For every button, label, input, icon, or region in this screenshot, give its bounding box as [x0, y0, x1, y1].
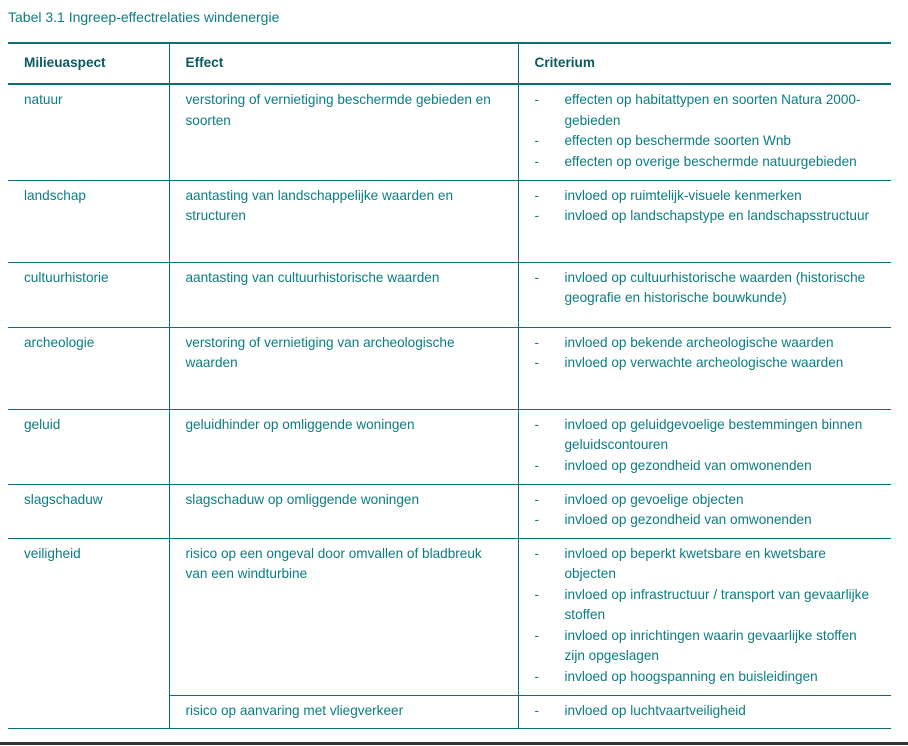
criterion-item: - invloed op landschapstype en landschapsstructuur — [535, 206, 876, 227]
criterion-item: - invloed op hoogspanning en buisleidingen — [535, 667, 876, 688]
criteria-list — [535, 90, 876, 172]
criteria-list — [535, 490, 876, 531]
aspect-cell: slagschaduw — [8, 484, 169, 538]
criterion-item: - invloed op cultuurhistorische waarden (historische geografie en historische bouwkunde) — [535, 268, 876, 309]
effect-cell: verstoring of vernietiging van archeologische waarden — [169, 327, 518, 409]
criterion-item: - invloed op ruimtelijk-visuele kenmerken — [535, 186, 876, 207]
aspect-cell: geluid — [8, 409, 169, 484]
effect-cell: risico op een ongeval door omvallen of bladbreuk van een windturbine — [169, 538, 518, 695]
effect-cell: slagschaduw op omliggende woningen — [169, 484, 518, 538]
effect-cell: verstoring of vernietiging beschermde gebieden en soorten — [169, 84, 518, 180]
criteria-cell — [518, 327, 891, 409]
table-caption: Tabel 3.1 Ingreep-effectrelaties windenergie — [8, 9, 280, 25]
page-bottom-rule — [0, 742, 908, 745]
aspect-cell: natuur — [8, 84, 169, 180]
criteria-cell — [518, 538, 891, 695]
criterion-item: - invloed op beperkt kwetsbare en kwetsbare objecten — [535, 544, 876, 585]
criterion-item: - effecten op habitattypen en soorten Natura 2000-gebieden — [535, 90, 876, 131]
aspect-cell: archeologie — [8, 327, 169, 409]
criteria-list — [535, 415, 876, 477]
table-row — [8, 538, 891, 695]
criterion-item: - effecten op beschermde soorten Wnb — [535, 131, 876, 152]
effect-cell: aantasting van cultuurhistorische waarden — [169, 262, 518, 327]
aspect-cell: landschap — [8, 180, 169, 262]
criterion-item: - invloed op luchtvaartveiligheid — [535, 701, 876, 722]
header-criterium: Criterium — [518, 43, 891, 84]
effect-cell: risico op aanvaring met vliegverkeer — [169, 695, 518, 728]
table-row — [8, 484, 891, 538]
criterion-item: - invloed op verwachte archeologische waarden — [535, 353, 876, 374]
criteria-list — [535, 186, 876, 227]
header-effect: Effect — [169, 43, 518, 84]
criteria-cell — [518, 180, 891, 262]
criteria-cell — [518, 409, 891, 484]
criteria-cell — [518, 84, 891, 180]
aspect-cell: cultuurhistorie — [8, 262, 169, 327]
criterion-item: - invloed op gevoelige objecten — [535, 490, 876, 511]
header-milieuaspect: Milieuaspect — [8, 43, 169, 84]
criteria-list — [535, 701, 876, 722]
table-row — [8, 262, 891, 327]
criteria-list — [535, 268, 876, 309]
criterion-item: - invloed op geluidgevoelige bestemmingen binnen geluidscontouren — [535, 415, 876, 456]
criteria-cell — [518, 484, 891, 538]
criteria-list — [535, 544, 876, 688]
table-row — [8, 327, 891, 409]
criterion-item: - invloed op bekende archeologische waarden — [535, 333, 876, 354]
criterion-item: - invloed op infrastructuur / transport van gevaarlijke stoffen — [535, 585, 876, 626]
criterion-item: - invloed op gezondheid van omwonenden — [535, 510, 876, 531]
criterion-item: - effecten op overige beschermde natuurgebieden — [535, 152, 876, 173]
aspect-cell: veiligheid — [8, 538, 169, 728]
criterion-item: - invloed op gezondheid van omwonenden — [535, 456, 876, 477]
table-row — [8, 409, 891, 484]
table-row — [8, 180, 891, 262]
effect-cell: geluidhinder op omliggende woningen — [169, 409, 518, 484]
effect-relations-table — [8, 42, 891, 729]
table-row — [8, 84, 891, 180]
header-row — [8, 43, 891, 84]
criterion-item: - invloed op inrichtingen waarin gevaarlijke stoffen zijn opgeslagen — [535, 626, 876, 667]
criteria-list — [535, 333, 876, 374]
criteria-cell — [518, 262, 891, 327]
criteria-cell — [518, 695, 891, 728]
effect-cell: aantasting van landschappelijke waarden en structuren — [169, 180, 518, 262]
